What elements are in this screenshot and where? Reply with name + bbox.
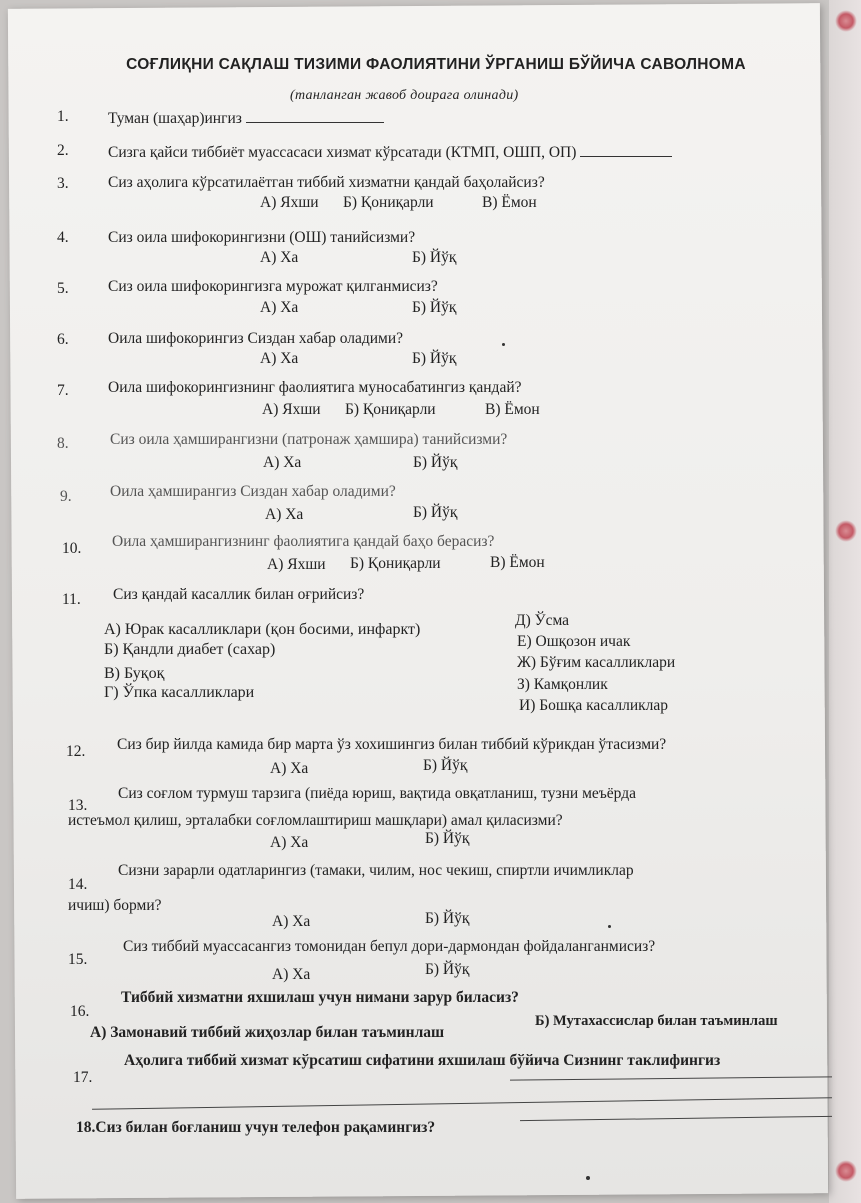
question-number: 14. <box>68 876 88 893</box>
fabric-flower-pattern <box>835 520 857 542</box>
question-text-continued: ичиш) борми? <box>68 897 162 914</box>
answer-option[interactable]: В) Ёмон <box>490 554 545 571</box>
answer-option[interactable]: Б) Йўқ <box>423 757 468 774</box>
answer-option[interactable]: А) Юрак касалликлари (қон босими, инфаркт) <box>104 621 421 638</box>
answer-option[interactable]: А) Ха <box>263 454 302 471</box>
question-text: 18.Сиз билан боғланиш учун телефон рақамингиз? <box>76 1119 436 1136</box>
question-text-continued: истеъмол қилиш, эрталабки соғломлаштириш машқлари) амал қиласизми? <box>68 812 563 829</box>
answer-option[interactable]: А) Яхши <box>267 556 326 573</box>
question-text: Оила шифокорингизнинг фаолиятига муносабатингиз қандай? <box>108 379 522 396</box>
question-text: Сизни зарарли одатларингиз (тамаки, чилим, нос чекиш, спиртли ичимликлар <box>118 862 634 879</box>
question-text: Аҳолига тиббий хизмат кўрсатиш сифатини яхшилаш бўйича Сизнинг таклифингиз <box>124 1052 721 1069</box>
answer-option[interactable]: Б) Мутахассислар билан таъминлаш <box>535 1013 778 1029</box>
answer-option[interactable]: Б) Йўқ <box>413 504 458 521</box>
question-number: 2. <box>57 142 69 159</box>
question-number: 12. <box>66 743 86 760</box>
question-text: Сиз аҳолига кўрсатилаётган тиббий хизматни қандай баҳолайсиз? <box>108 174 545 191</box>
question-text: Сиз қандай касаллик билан оғрийсиз? <box>113 586 365 603</box>
question-number: 1. <box>57 108 69 125</box>
answer-option[interactable]: А) Ха <box>272 966 311 983</box>
answer-option[interactable]: Б) Йўқ <box>412 249 457 266</box>
answer-option[interactable]: Б) Йўқ <box>425 910 470 927</box>
background-fabric-edge <box>829 0 861 1203</box>
document-subtitle: (танланган жавоб доирага олинади) <box>290 88 519 103</box>
answer-option[interactable]: В) Ёмон <box>485 401 540 418</box>
answer-option[interactable]: Е) Ошқозон ичак <box>517 633 631 650</box>
answer-option[interactable]: А) Ха <box>260 350 299 367</box>
answer-option[interactable]: В) Буқоқ <box>104 665 165 682</box>
fabric-flower-pattern <box>835 1160 857 1182</box>
answer-option[interactable]: Б) Қандли диабет (сахар) <box>104 641 276 658</box>
question-number: 18. <box>76 1119 96 1136</box>
answer-option[interactable]: А) Ха <box>270 834 309 851</box>
answer-option[interactable]: А) Ха <box>272 913 311 930</box>
question-number: 15. <box>68 951 88 968</box>
question-text: Сиз тиббий муассасангиз томонидан бепул дори-дармондан фойдаланганмисиз? <box>123 938 656 955</box>
ink-speck <box>586 1176 590 1180</box>
answer-option[interactable]: А) Ха <box>270 760 309 777</box>
question-number: 16. <box>70 1003 90 1020</box>
question-number: 10. <box>62 540 82 557</box>
answer-option[interactable]: Б) Йўқ <box>425 830 470 847</box>
question-text: Оила ҳамширангиз Сиздан хабар оладими? <box>110 483 396 500</box>
question-number: 9. <box>60 488 72 505</box>
question-text: Туман (шаҳар)ингиз <box>108 108 384 128</box>
question-text: Сиз оила шифокорингизни (ОШ) танийсизми? <box>108 229 416 246</box>
question-text: Оила ҳамширангизнинг фаолиятига қандай баҳо берасиз? <box>112 533 495 550</box>
answer-option[interactable]: В) Ёмон <box>482 194 537 211</box>
question-text: Тиббий хизматни яхшилаш учун нимани зарур биласиз? <box>121 989 519 1006</box>
question-number: 6. <box>57 331 69 348</box>
answer-blank[interactable] <box>246 108 384 123</box>
answer-option[interactable]: Д) Ўсма <box>515 612 570 629</box>
question-number: 8. <box>57 435 69 452</box>
answer-option[interactable]: А) Замонавий тиббий жиҳозлар билан таъминлаш <box>90 1024 445 1041</box>
answer-option[interactable]: Б) Қониқарли <box>345 401 436 418</box>
question-text: Оила шифокорингиз Сиздан хабар оладими? <box>108 330 404 347</box>
ink-speck <box>608 925 611 928</box>
question-text: Сиз оила шифокорингизга мурожат қилганмисиз? <box>108 278 438 295</box>
fabric-flower-pattern <box>835 10 857 32</box>
question-text: Сиз оила ҳамширангизни (патронаж ҳамшира) танийсизми? <box>110 431 508 448</box>
question-number: 7. <box>57 382 69 399</box>
question-text: Сиз бир йилда камида бир марта ўз хохишингиз билан тиббий кўрикдан ўтасизми? <box>117 736 667 753</box>
answer-option[interactable]: А) Ха <box>265 506 304 523</box>
question-number: 17. <box>73 1069 93 1086</box>
question-number: 3. <box>57 175 69 192</box>
answer-option[interactable]: Б) Қониқарли <box>343 194 434 211</box>
answer-option[interactable]: А) Ха <box>260 249 299 266</box>
answer-option[interactable]: А) Яхши <box>262 401 321 418</box>
question-text: Сизга қайси тиббиёт муассасаси хизмат кўрсатади (КТМП, ОШП, ОП) <box>108 142 672 162</box>
answer-option[interactable]: Б) Йўқ <box>412 299 457 316</box>
answer-option[interactable]: И) Бошқа касалликлар <box>519 697 669 714</box>
answer-option[interactable]: Г) Ўпка касалликлари <box>104 684 255 701</box>
answer-blank[interactable] <box>580 142 672 157</box>
ink-speck <box>502 343 505 346</box>
question-text: Сиз соғлом турмуш тарзига (пиёда юриш, вақтида овқатланиш, тузни меъёрда <box>118 785 636 802</box>
answer-option[interactable]: А) Ха <box>260 299 299 316</box>
answer-option[interactable]: Б) Йўқ <box>413 454 458 471</box>
answer-option[interactable]: Ж) Бўғим касалликлари <box>517 654 676 671</box>
answer-option[interactable]: Б) Йўқ <box>412 350 457 367</box>
answer-option[interactable]: А) Яхши <box>260 194 319 211</box>
question-number: 11. <box>62 591 81 608</box>
question-number: 5. <box>57 280 69 297</box>
document-title: СОҒЛИҚНИ САҚЛАШ ТИЗИМИ ФАОЛИЯТИНИ ЎРГАНИШ БЎЙИЧА САВОЛНОМА <box>126 56 746 73</box>
answer-option[interactable]: Б) Йўқ <box>425 961 470 978</box>
question-number: 13. <box>68 797 88 814</box>
question-number: 4. <box>57 229 69 246</box>
answer-option[interactable]: Б) Қониқарли <box>350 555 441 572</box>
answer-option[interactable]: З) Камқонлик <box>517 676 608 693</box>
